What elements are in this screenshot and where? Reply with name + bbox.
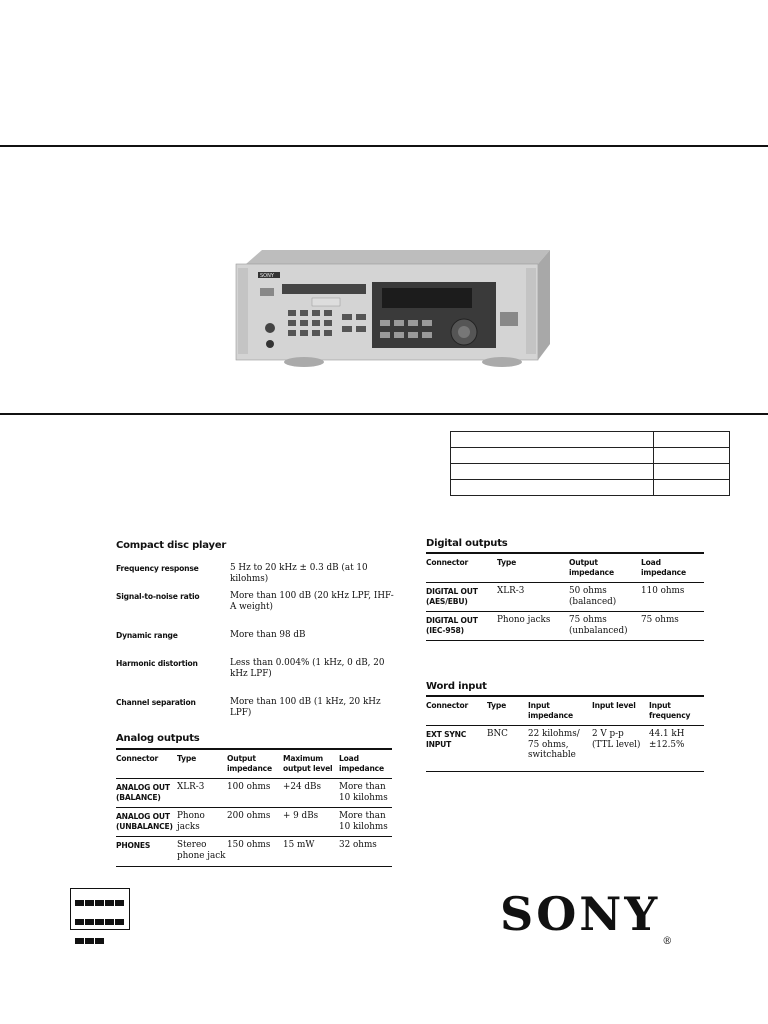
device-brand-label: SONY	[260, 273, 274, 279]
sony-logo	[500, 887, 730, 947]
table-row	[116, 779, 392, 808]
table-cell: XLR-3	[497, 586, 525, 596]
table-header: Connector	[426, 701, 469, 710]
table-cell: 100 ohms	[227, 782, 271, 792]
table-header: Input impedance	[528, 701, 573, 720]
table-row	[116, 837, 392, 867]
spec-label: Frequency response	[116, 564, 199, 573]
model-table	[450, 431, 730, 496]
table-cell: Phono jacks	[177, 811, 205, 832]
table-header: Type	[497, 558, 517, 567]
table-cell: 32 ohms	[339, 840, 377, 850]
mid-rule	[0, 413, 768, 415]
table-cell: More than 10 kilohms	[339, 811, 388, 832]
table-header: Connector	[116, 754, 159, 763]
table-cell: 15 mW	[283, 840, 315, 850]
spec-label: Channel separation	[116, 698, 196, 707]
table-cell: DIGITAL OUT (AES/EBU)	[426, 587, 478, 606]
table-row	[426, 726, 704, 772]
table-header: Output impedance	[569, 558, 614, 577]
spec-label: Harmonic distortion	[116, 659, 198, 668]
cd-section-title: Compact disc player	[116, 540, 227, 551]
spec-value: 5 Hz to 20 kHz ± 0.3 dB (at 10 kilohms)	[230, 563, 368, 584]
spec-value: More than 100 dB (20 kHz LPF, IHF-A weight)	[230, 591, 394, 612]
table-cell: 2 V p-p (TTL level)	[592, 729, 641, 750]
table-cell: 150 ohms	[227, 840, 271, 850]
table-row	[426, 612, 704, 641]
table-header: Input level	[592, 701, 636, 710]
spec-value: More than 98 dB	[230, 630, 306, 640]
table-cell: PHONES	[116, 841, 151, 850]
table-header: Type	[177, 754, 197, 763]
device-top	[246, 250, 550, 264]
table-cell: Stereo phone jack	[177, 840, 226, 861]
cd-player-illustration	[232, 248, 552, 370]
table-cell: Phono jacks	[497, 615, 551, 625]
word-table	[426, 695, 704, 772]
table-cell: More than 10 kilohms	[339, 782, 388, 803]
table-header: Output impedance	[227, 754, 272, 773]
device-side	[538, 250, 550, 360]
spec-value: More than 100 dB (1 kHz, 20 kHz LPF)	[230, 697, 381, 718]
digital-section-title: Digital outputs	[426, 538, 508, 549]
table-cell: 75 ohms	[641, 615, 679, 625]
table-cell: 75 ohms (unbalanced)	[569, 615, 628, 636]
table-row	[426, 583, 704, 612]
table-header: Input frequency	[649, 701, 691, 720]
service-manual-logo	[70, 888, 130, 930]
analog-section-title: Analog outputs	[116, 733, 200, 744]
table-cell: 110 ohms	[641, 586, 685, 596]
analog-table	[116, 748, 392, 867]
table-cell: BNC	[487, 729, 508, 739]
spec-label: Dynamic range	[116, 631, 178, 640]
word-section-title: Word input	[426, 681, 487, 692]
table-header: Connector	[426, 558, 469, 567]
table-cell: ANALOG OUT (UNBALANCE)	[116, 812, 173, 831]
digital-table	[426, 552, 704, 641]
table-header: Load impedance	[641, 558, 686, 577]
table-cell: XLR-3	[177, 782, 205, 792]
table-header: Maximum output level	[283, 754, 333, 773]
table-header: Load impedance	[339, 754, 384, 773]
table-cell: 44.1 kH ±12.5%	[649, 729, 685, 750]
table-cell: 200 ohms	[227, 811, 271, 821]
table-cell: DIGITAL OUT (IEC-958)	[426, 616, 478, 635]
top-rule	[0, 145, 768, 147]
table-header: Type	[487, 701, 507, 710]
table-cell: +24 dBs	[283, 782, 321, 792]
table-cell: EXT SYNC INPUT	[426, 730, 467, 749]
table-row	[116, 808, 392, 837]
registered-mark: ®	[662, 936, 673, 947]
table-cell: ANALOG OUT (BALANCE)	[116, 783, 170, 802]
table-cell: 50 ohms (balanced)	[569, 586, 617, 607]
spec-label: Signal-to-noise ratio	[116, 592, 200, 601]
table-cell: + 9 dBs	[283, 811, 319, 821]
disc-tray	[282, 284, 366, 294]
spec-value: Less than 0.004% (1 kHz, 0 dB, 20 kHz LPF)	[230, 658, 385, 679]
phones-knob	[265, 323, 275, 333]
sony-wordmark: SONY	[500, 887, 661, 941]
table-cell: 22 kilohms/ 75 ohms, switchable	[528, 729, 580, 760]
